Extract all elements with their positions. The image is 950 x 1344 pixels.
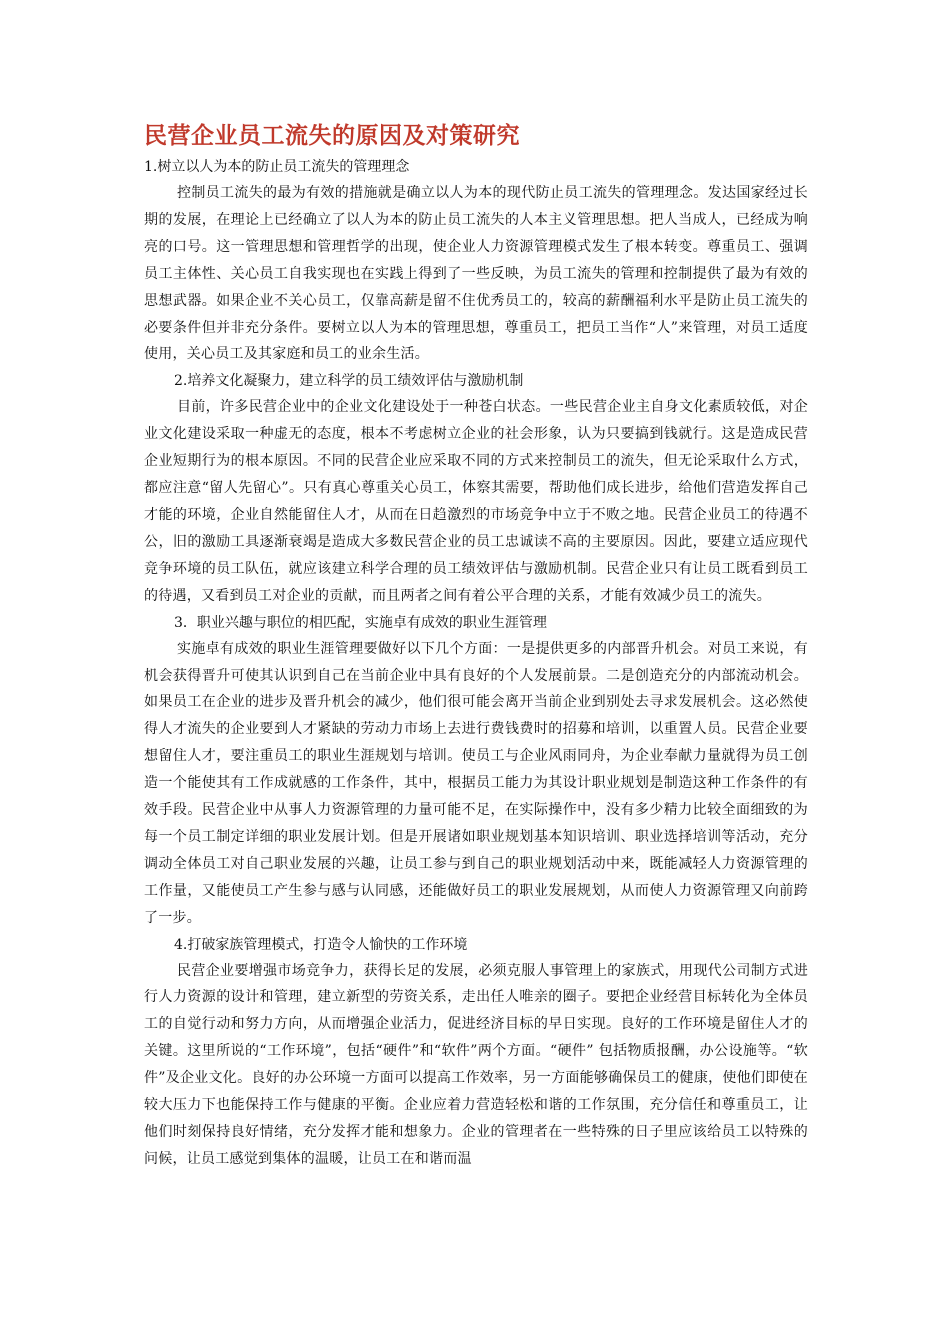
section-2-heading: 2.培养文化凝聚力，建立科学的员工绩效评估与激励机制 bbox=[174, 373, 524, 390]
document-page bbox=[144, 118, 808, 1173]
section-2-paragraph: 目前，许多民营企业中的企业文化建设处于一种苍白状态。一些民营企业主自身文化素质较低，对企业文化建设采取一种虚无的态度，根本不考虑树立企业的社会形象，认为只要搞到钱就行。这是造成民营企业短期行为的根本原因。不同的民营企业应采取不同的方式来控制员工的流失，但无论采取什么方式，都应注意“留人先留心”。只有真心尊重关心员工，体察其需要，帮助他们成长进步，给他们营造发挥自己才能的环境，企业自然能留住人才，从而在日趋激烈的市场竞争中立于不败之地。民营企业员工的待遇不公，旧的激励工具逐渐衰竭是造成大多数民营企业的员工忠诚读不高的主要原因。因此，要建立适应现代竞争环境的员工队伍，就应该建立科学合理的员工绩效评估与激励机制。民营企业只有让员工既看到员工的待遇，又看到员工对企业的贡献，而且两者之间有着公平合理的关系，才能有效减少员工的流失。 bbox=[144, 399, 808, 604]
section-3-paragraph: 实施卓有成效的职业生涯管理要做好以下几个方面：一是提供更多的内部晋升机会。对员工来说，有机会获得晋升可使其认识到自己在当前企业中具有良好的个人发展前景。二是创造充分的内部流动机会。如果员工在企业的进步及晋升机会的减少，他们很可能会离开当前企业到别处去寻求发展机会。这必然使得人才流失的企业要到人才紧缺的劳动力市场上去进行费钱费时的招募和培训，以重置人员。民营企业要想留住人才，要注重员工的职业生涯规划与培训。使员工与企业风雨同舟，为企业奉献力量就得为员工创造一个能使其有工作成就感的工作条件，其中，根据员工能力为其设计职业规划是制造这种工作条件的有效手段。民营企业中从事人力资源管理的力量可能不足，在实际操作中，没有多少精力比较全面细致的为每一个员工制定详细的职业发展计划。但是开展诸如职业规划基本知识培训、职业选择培训等活动，充分调动全体员工对自己职业发展的兴趣，让员工参与到自己的职业规划活动中来，既能减轻人力资源管理的工作量，又能使员工产生参与感与认同感，还能做好员工的职业发展规划，从而使人力资源管理又向前跨了一步。 bbox=[144, 640, 808, 926]
section-3-heading: 3．职业兴趣与职位的相匹配，实施卓有成效的职业生涯管理 bbox=[174, 614, 547, 631]
section-4-heading: 4.打破家族管理模式，打造令人愉快的工作环境 bbox=[174, 936, 468, 953]
section-4-paragraph: 民营企业要增强市场竞争力，获得长足的发展，必须克服人事管理上的家族式，用现代公司制方式进行人力资源的设计和管理，建立新型的劳资关系，走出任人唯亲的圈子。要把企业经营目标转化为全体员工的自觉行动和努力方向，从而增强企业活力，促进经济目标的早日实现。良好的工作环境是留住人才的关键。这里所说的“工作环境”，包括“硬件”和“软件”两个方面。“硬件” 包括物质报酬，办公设施等。“软件”及企业文化。良好的办公环境一方面可以提高工作效率，另一方面能够确保员工的健康，使他们即使在较大压力下也能保持工作与健康的平衡。企业应着力营造轻松和谐的工作氛围，充分信任和尊重员工，让他们时刻保持良好情绪，充分发挥才能和想象力。企业的管理者在一些特殊的日子里应该给员工以特殊的问候，让员工感觉到集体的温暖，让员工在和谐而温 bbox=[144, 962, 808, 1167]
section-1-paragraph: 控制员工流失的最为有效的措施就是确立以人为本的现代防止员工流失的管理理念。发达国家经过长期的发展，在理论上已经确立了以人为本的防止员工流失的人本主义管理思想。把人当成人，已经成为响亮的口号。这一管理思想和管理哲学的出现，使企业人力资源管理模式发生了根本转变。尊重员工、强调员工主体性、关心员工自我实现也在实践上得到了一些反映，为员工流失的管理和控制提供了最为有效的思想武器。如果企业不关心员工，仅靠高薪是留不住优秀员工的，较高的薪酬福利水平是防止员工流失的必要条件但并非充分条件。要树立以人为本的管理思想，尊重员工，把员工当作“人”来管理，对员工适度使用，关心员工及其家庭和员工的业余生活。 bbox=[144, 185, 808, 363]
section-1-heading: 1.树立以人为本的防止员工流失的管理理念 bbox=[144, 159, 410, 175]
document-title: 民营企业员工流失的原因及对策研究 bbox=[144, 123, 520, 149]
